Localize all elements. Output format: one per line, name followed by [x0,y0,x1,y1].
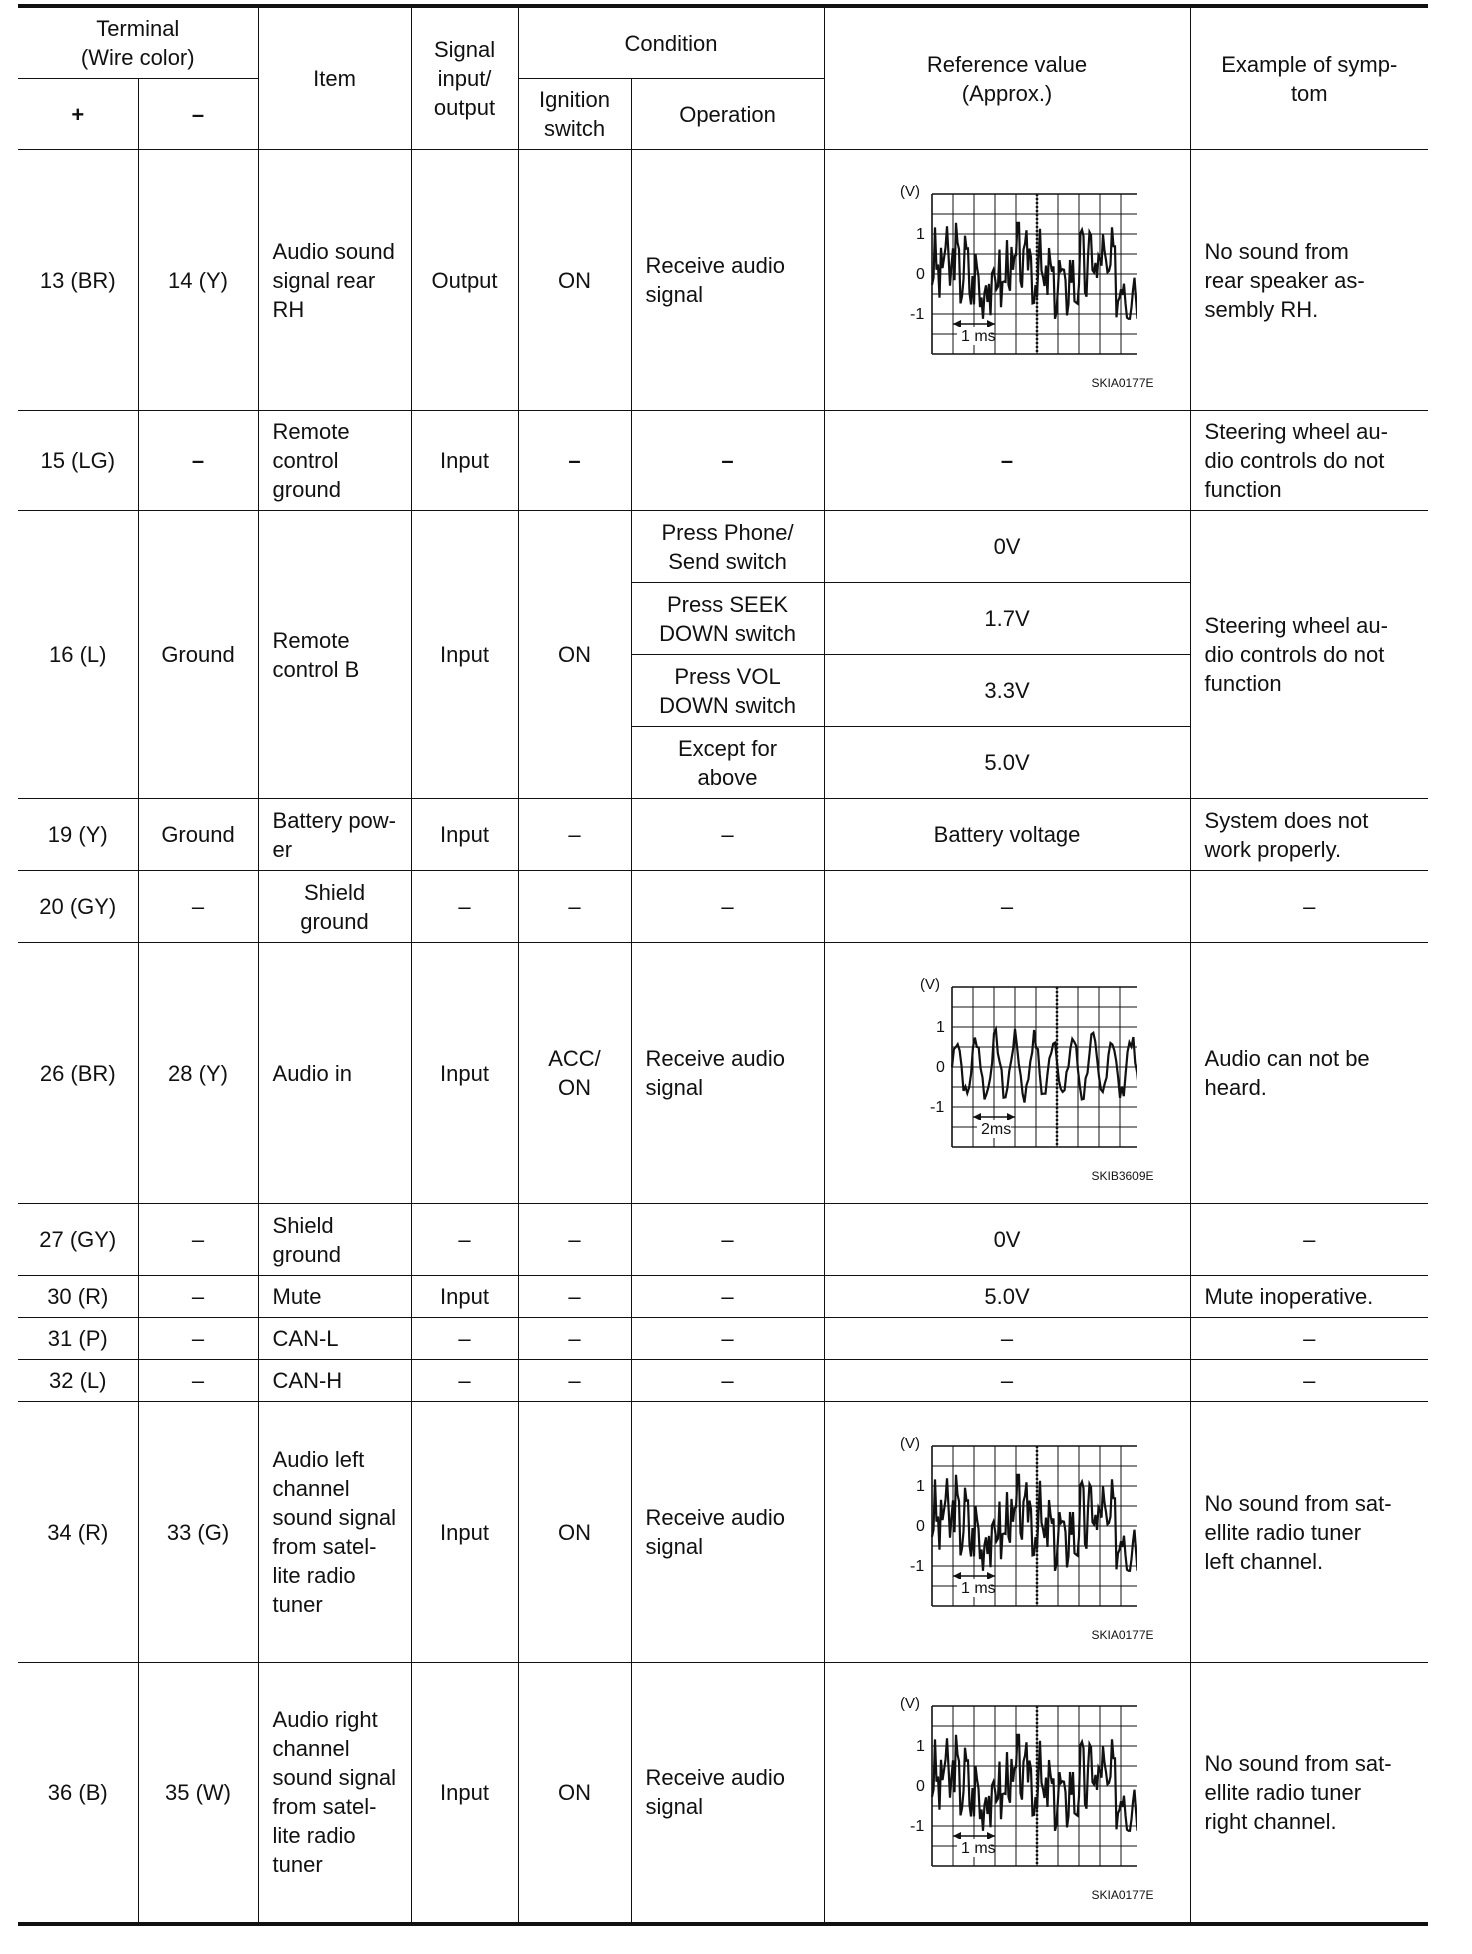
terminal-minus: – [138,1204,258,1276]
header-symptom: Example of symp- tom [1190,6,1428,150]
axis-tick-label: -1 [910,1558,925,1575]
symptom-cell: Steering wheel au- dio controls do not function [1190,411,1428,511]
arrow-right-icon [1007,1113,1015,1121]
signal-cell: Input [411,511,518,799]
arrow-right-icon [987,1572,995,1580]
oscilloscope-waveform [877,1422,1137,1622]
item-cell: Remote control ground [258,411,411,511]
operation-cell: – [631,1318,824,1360]
terminal-minus: – [138,1360,258,1402]
signal-cell: – [411,1204,518,1276]
axis-tick-label: 1 [936,1019,945,1036]
axis-tick-label: -1 [930,1099,945,1116]
terminal-minus: 28 (Y) [138,943,258,1204]
axis-tick-label: 0 [916,266,925,283]
signal-cell: Input [411,943,518,1204]
figure-code: SKIB3609E [1091,1169,1154,1183]
reference-cell: 1.7V [824,583,1190,655]
ignition-cell: ON [518,1663,631,1924]
symptom-cell: System does not work properly. [1190,799,1428,871]
table-row [18,411,1428,511]
terminal-minus: Ground [138,799,258,871]
symptom-cell: Steering wheel au- dio controls do not function [1190,511,1428,799]
header-signal: Signal input/ output [411,6,518,150]
signal-trace [932,1475,1137,1571]
operation-cell: Except for above [631,727,824,799]
symptom-cell: Mute inoperative. [1190,1276,1428,1318]
waveform-figure [831,1422,1184,1642]
item-cell: Audio right channel sound signal from satel- lite radio tuner [258,1663,411,1924]
axis-tick-label: 0 [936,1059,945,1076]
operation-cell: Receive audio signal [631,150,824,411]
table-row [18,150,1428,411]
ignition-cell: – [518,411,631,511]
arrow-left-icon [953,1572,961,1580]
waveform-figure [831,1682,1184,1902]
ignition-cell: ACC/ ON [518,943,631,1204]
table-row [18,1204,1428,1276]
ignition-cell: – [518,1276,631,1318]
reference-cell: 0V [824,511,1190,583]
reference-cell: 5.0V [824,727,1190,799]
symptom-cell: – [1190,1204,1428,1276]
axis-unit-label: (V) [900,183,921,200]
header-plus: + [18,79,138,150]
reference-cell: 5.0V [824,1276,1190,1318]
ignition-cell: – [518,1318,631,1360]
terminal-plus: 34 (R) [18,1402,138,1663]
figure-code: SKIA0177E [1091,1888,1154,1903]
terminal-plus: 19 (Y) [18,799,138,871]
item-cell: Battery pow- er [258,799,411,871]
table-row [18,943,1428,1204]
table-row [18,511,1428,583]
oscilloscope-waveform [877,963,1137,1163]
axis-tick-label: 1 [916,226,925,243]
terminal-plus: 26 (BR) [18,943,138,1204]
terminal-minus: – [138,1276,258,1318]
terminal-plus: 36 (B) [18,1663,138,1924]
symptom-cell: – [1190,1318,1428,1360]
waveform-figure [831,963,1184,1183]
operation-cell: Press VOL DOWN switch [631,655,824,727]
header-terminal: Terminal (Wire color) [18,6,258,79]
signal-cell: – [411,871,518,943]
terminal-plus: 16 (L) [18,511,138,799]
terminal-minus: – [138,411,258,511]
figure-code: SKIA0177E [1091,376,1154,390]
axis-tick-label: 0 [916,1778,925,1796]
operation-cell: Press Phone/ Send switch [631,511,824,583]
ignition-cell: – [518,871,631,943]
reference-waveform-cell [824,1402,1190,1663]
terminal-plus: 13 (BR) [18,150,138,411]
symptom-cell: No sound from rear speaker as- sembly RH. [1190,150,1428,411]
header-reference: Reference value (Approx.) [824,6,1190,150]
oscilloscope-waveform [877,170,1137,370]
signal-trace [932,223,1137,319]
signal-cell: Input [411,799,518,871]
signal-cell: Input [411,1402,518,1663]
table-row [18,1663,1428,1924]
ignition-cell: ON [518,1402,631,1663]
terminal-plus: 20 (GY) [18,871,138,943]
ignition-cell: – [518,799,631,871]
header-condition: Condition [518,6,824,79]
reference-cell: 0V [824,1204,1190,1276]
reference-waveform-cell [824,943,1190,1204]
arrow-left-icon [973,1113,981,1121]
operation-cell: Receive audio signal [631,943,824,1204]
terminal-plus: 27 (GY) [18,1204,138,1276]
signal-cell: – [411,1360,518,1402]
time-scale-label: 2ms [981,1121,1012,1138]
item-cell: CAN-L [258,1318,411,1360]
operation-cell: – [631,1360,824,1402]
ignition-cell: – [518,1360,631,1402]
item-cell: Shield ground [258,1204,411,1276]
terminal-minus: 14 (Y) [138,150,258,411]
reference-cell: Battery voltage [824,799,1190,871]
axis-tick-label: -1 [910,1818,925,1836]
arrow-right-icon [987,1832,995,1840]
table-row [18,1360,1428,1402]
ignition-cell: ON [518,150,631,411]
symptom-cell: No sound from sat- ellite radio tuner right channel. [1190,1663,1428,1924]
terminal-plus: 30 (R) [18,1276,138,1318]
operation-cell: Receive audio signal [631,1663,824,1924]
terminal-minus: – [138,871,258,943]
axis-unit-label: (V) [900,1435,921,1452]
arrow-right-icon [987,320,995,328]
axis-unit-label: (V) [920,976,941,993]
item-cell: Audio in [258,943,411,1204]
ignition-cell: – [518,1204,631,1276]
table-row [18,871,1428,943]
signal-cell: Input [411,411,518,511]
operation-cell: Press SEEK DOWN switch [631,583,824,655]
table-row [18,1402,1428,1663]
terminal-minus: 35 (W) [138,1663,258,1924]
axis-unit-label: (V) [900,1695,921,1713]
item-cell: Audio sound signal rear RH [258,150,411,411]
symptom-cell: – [1190,1360,1428,1402]
arrow-left-icon [953,320,961,328]
item-cell: Remote control B [258,511,411,799]
reference-cell: – [824,1360,1190,1402]
operation-cell: – [631,411,824,511]
axis-tick-label: 1 [916,1738,925,1756]
oscilloscope-waveform [877,1682,1137,1882]
operation-cell: – [631,871,824,943]
time-scale-label: 1 ms [961,328,996,345]
time-scale-label: 1 ms [961,1840,996,1858]
signal-cell: – [411,1318,518,1360]
reference-cell: – [824,411,1190,511]
table-row [18,1318,1428,1360]
terminal-plus: 15 (LG) [18,411,138,511]
header-item: Item [258,6,411,150]
item-cell: Audio left channel sound signal from satel- lite radio tuner [258,1402,411,1663]
item-cell: Mute [258,1276,411,1318]
arrow-left-icon [953,1832,961,1840]
signal-cell: Output [411,150,518,411]
reference-waveform-cell [824,1663,1190,1924]
header-ignition: Ignition switch [518,79,631,150]
terminal-minus: 33 (G) [138,1402,258,1663]
terminal-plus: 32 (L) [18,1360,138,1402]
reference-cell: 3.3V [824,655,1190,727]
symptom-cell: – [1190,871,1428,943]
symptom-cell: Audio can not be heard. [1190,943,1428,1204]
reference-waveform-cell [824,150,1190,411]
time-scale-label: 1 ms [961,1580,996,1597]
signal-cell: Input [411,1663,518,1924]
table-row [18,799,1428,871]
symptom-cell: No sound from sat- ellite radio tuner left channel. [1190,1402,1428,1663]
reference-cell: – [824,1318,1190,1360]
header-minus: – [138,79,258,150]
signal-trace [932,1735,1137,1831]
operation-cell: – [631,1204,824,1276]
item-cell: Shield ground [258,871,411,943]
ignition-cell: ON [518,511,631,799]
axis-tick-label: -1 [910,306,925,323]
terminal-plus: 31 (P) [18,1318,138,1360]
axis-tick-label: 0 [916,1518,925,1535]
axis-tick-label: 1 [916,1478,925,1495]
operation-cell: – [631,1276,824,1318]
operation-cell: Receive audio signal [631,1402,824,1663]
figure-code: SKIA0177E [1091,1628,1154,1642]
terminal-table [18,4,1428,1926]
terminal-minus: – [138,1318,258,1360]
table-row [18,1276,1428,1318]
item-cell: CAN-H [258,1360,411,1402]
operation-cell: – [631,799,824,871]
reference-cell: – [824,871,1190,943]
signal-cell: Input [411,1276,518,1318]
terminal-minus: Ground [138,511,258,799]
waveform-figure [831,170,1184,390]
header-operation: Operation [631,79,824,150]
signal-trace [952,1029,1137,1103]
